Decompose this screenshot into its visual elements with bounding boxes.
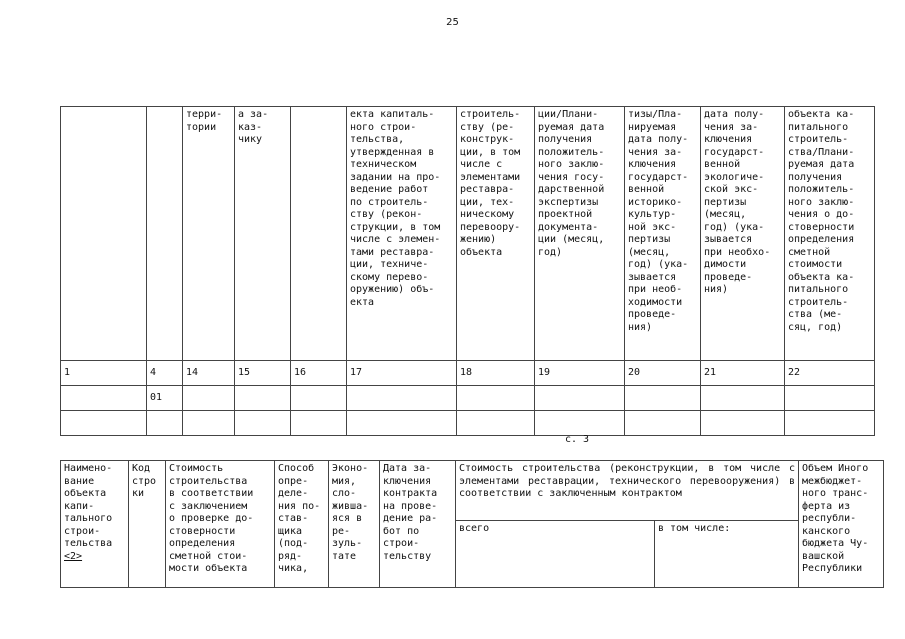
column-number: 19 [535,361,625,386]
table-cell [147,411,183,436]
header-cell: тизы/Пла- нируемая дата полу- чения за- ключения государст- венной историко- культур- ной экс- пертизы (месяц, год) (ука- зывается при необ- ходимости проведе- ния) [625,107,701,361]
column-number: 14 [183,361,235,386]
subheader-total: всего [456,521,655,588]
column-number: 20 [625,361,701,386]
table-cell [701,411,785,436]
table-cell [61,386,147,411]
column-number: 1 [61,361,147,386]
table-row [61,386,875,411]
header-cell: ции/Плани- руемая дата получения положитель- ного заклю- чения госу- дарственной экспертизы проектной документа- ции (месяц, год) [535,107,625,361]
column-number: 17 [347,361,457,386]
column-number: 16 [291,361,347,386]
table-cell [535,411,625,436]
header-economy: Эконо- мия, сло- живша- яся в ре- зуль- тате [329,461,380,588]
table-cell [457,411,535,436]
header-cell: объекта ка- питального строитель- ства/Плани- руемая дата получения положитель- ного заклю- чения о до- стоверности определения сметной стоимости объекта ка- питального строитель- ства (ме- сяц, год) [785,107,875,361]
page-number: 25 [446,17,459,28]
table-cell [291,386,347,411]
table-cell [701,386,785,411]
row-code: 01 [147,386,183,411]
column-number-row [61,361,875,386]
table-cell [61,411,147,436]
table-cell [291,411,347,436]
header-contract-cost: Стоимость строительства (реконструкции, в том числе с элементами реставрации, технического перевооружения) в соответствии с заключенным контрактом [456,461,799,521]
top-table-header-row [61,107,875,361]
table-cell [785,411,875,436]
header-row-code: Код стро ки [129,461,166,588]
table-cell [235,411,291,436]
table-cell [625,411,701,436]
column-number: 22 [785,361,875,386]
header-cell: екта капиталь- ного строи- тельства, утвержденная в техническом задании на про- ведение работ по строитель- ству (рекон- струкции, в том числе с элемен- тами реставра- ции, техниче- скому перево- оружению) объ- екта [347,107,457,361]
header-transfer-volume: Объем Иного межбюджет- ного транс- ферта из республи- канского бюджета Чу- вашской Республики [799,461,884,588]
header-cell: дата полу- чения за- ключения государст- венной экологиче- ской экс- пертизы (месяц, год) (ука- зывается при необхо- димости проведе- ния) [701,107,785,361]
subheader-including: в том числе: [655,521,799,588]
table-row [61,411,875,436]
column-number: 21 [701,361,785,386]
header-contract-date: Дата за- ключения контракта на прове- дение ра- бот по строи- тельству [380,461,456,588]
header-cell: а за- каз- чику [235,107,291,361]
table-cell [235,386,291,411]
column-number: 4 [147,361,183,386]
header-cell: строитель- ству (ре- конструк- ции, в том числе с элементами реставра- ции, тех- ническому перевоору- жению) объекта [457,107,535,361]
top-table [60,106,875,436]
column-number: 18 [457,361,535,386]
header-cell [291,107,347,361]
table-cell [625,386,701,411]
page-sub-label: с. 3 [565,434,590,445]
header-cell [147,107,183,361]
table-cell [457,386,535,411]
table-cell [347,411,457,436]
header-supplier-method: Способ опре- деле- ния по- став- щика (под- ряд- чика, [275,461,329,588]
bottom-table [60,460,884,588]
column-number: 15 [235,361,291,386]
header-cell [61,107,147,361]
table-cell [347,386,457,411]
bottom-table-header-row [61,461,884,521]
table-cell [183,386,235,411]
table-cell [183,411,235,436]
table-cell [535,386,625,411]
header-object-name: Наимено- вание объекта капи- тального строи- тельства <2> [61,461,129,588]
header-cell: терри- тории [183,107,235,361]
table-cell [785,386,875,411]
footnote-ref: <2> [64,550,83,562]
header-cost-check: Стоимость строительства в соответствии с заключением о проверке до- стоверности определения сметной стои- мости объекта [166,461,275,588]
